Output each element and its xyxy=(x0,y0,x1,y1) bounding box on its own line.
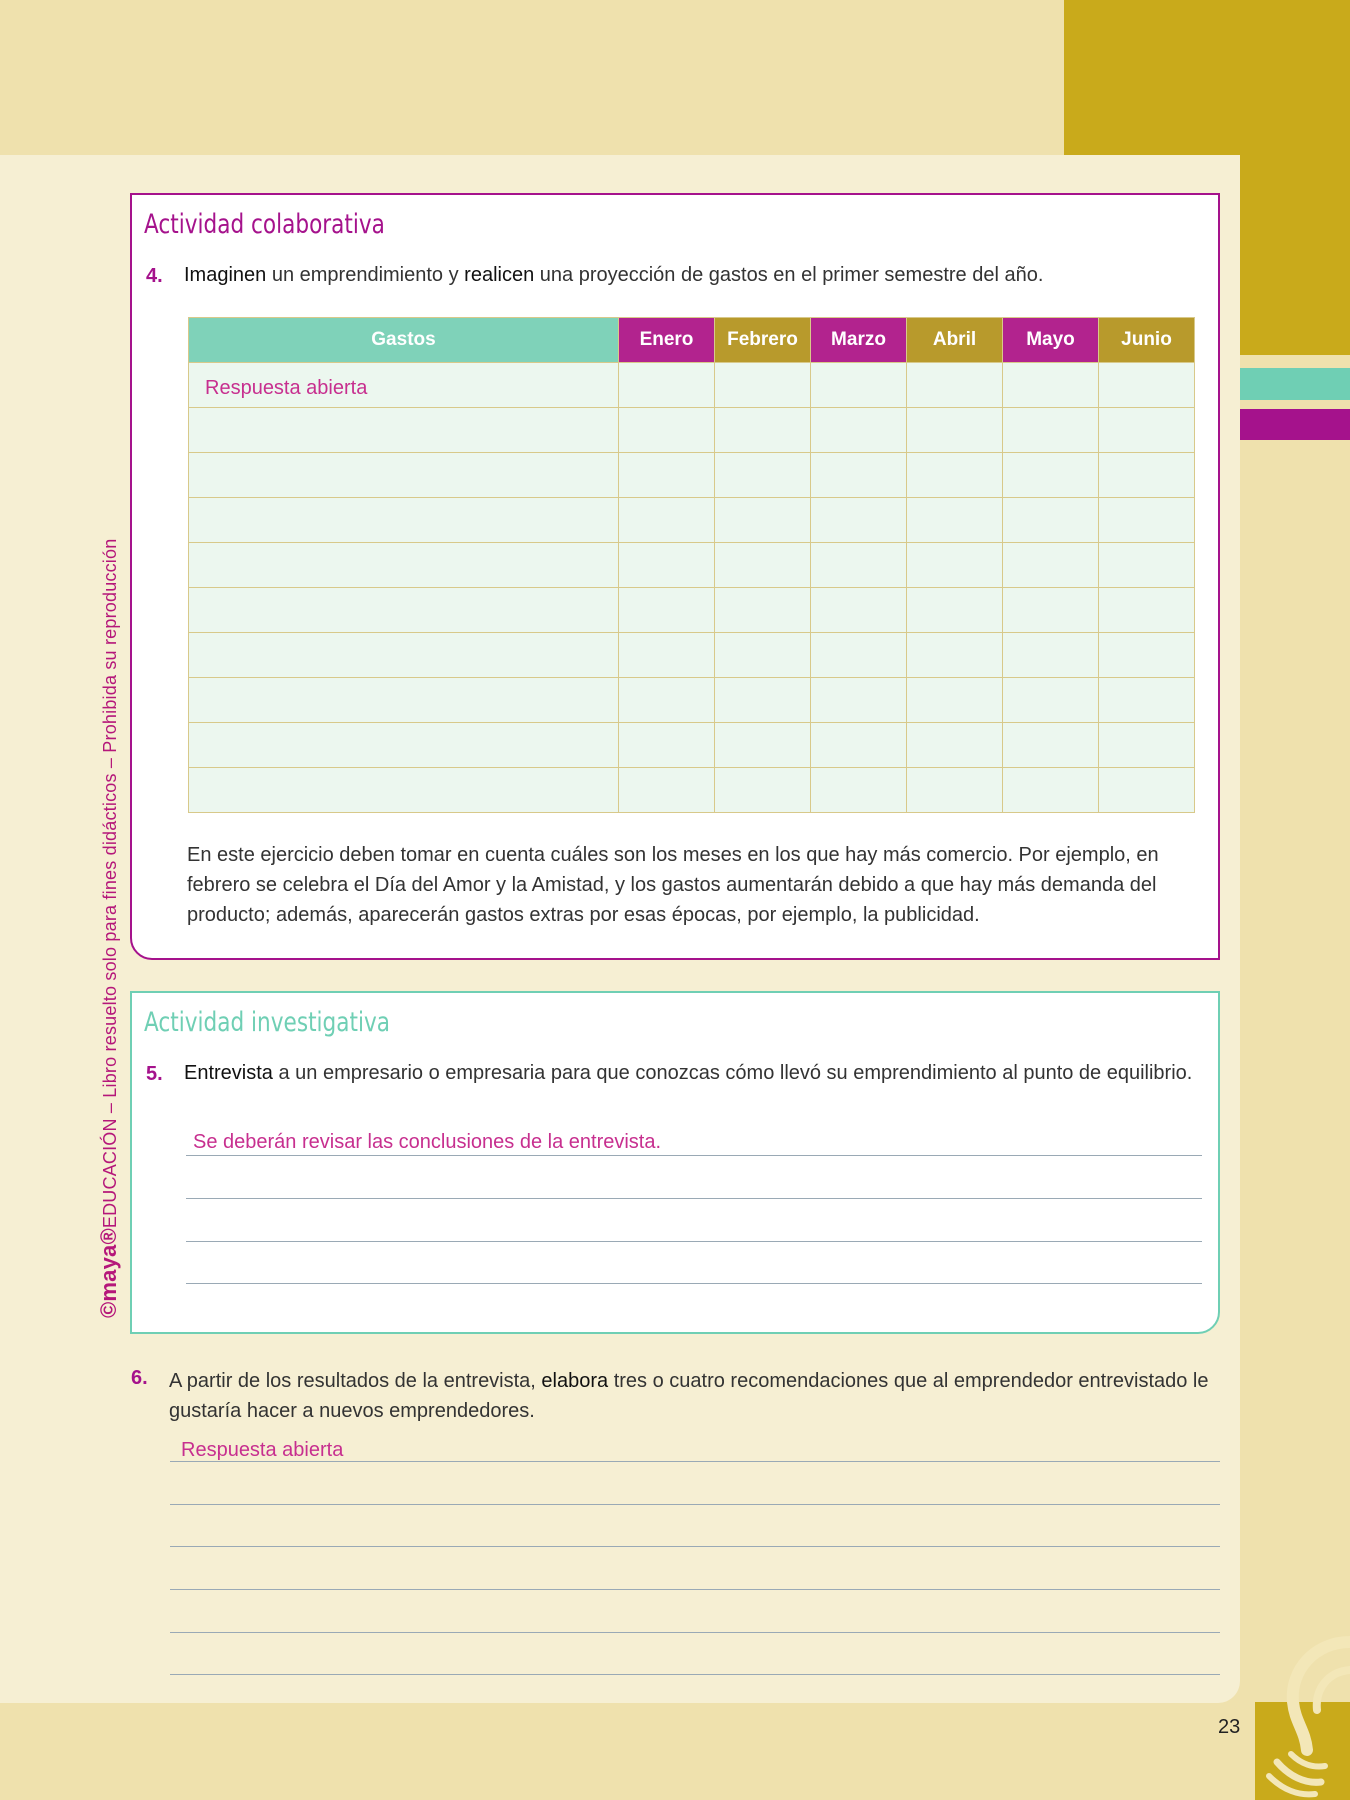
side-tab-magenta xyxy=(1240,409,1350,440)
table-cell[interactable] xyxy=(1003,588,1099,633)
table-row xyxy=(189,768,1195,813)
table-cell[interactable] xyxy=(1099,498,1195,543)
table-cell[interactable] xyxy=(619,363,715,408)
table-cell[interactable] xyxy=(1099,723,1195,768)
table-cell[interactable] xyxy=(1003,363,1099,408)
table-cell[interactable] xyxy=(189,408,619,453)
table-cell[interactable] xyxy=(189,768,619,813)
table-cell[interactable] xyxy=(811,363,907,408)
table-cell[interactable] xyxy=(1099,363,1195,408)
table-cell[interactable] xyxy=(715,543,811,588)
table-row xyxy=(189,363,1195,408)
table-cell[interactable] xyxy=(619,633,715,678)
answer-line[interactable] xyxy=(170,1461,1220,1462)
answer-line[interactable] xyxy=(170,1546,1220,1547)
answer-line[interactable] xyxy=(186,1241,1202,1242)
table-cell[interactable] xyxy=(907,768,1003,813)
table-cell[interactable] xyxy=(1003,723,1099,768)
table-cell[interactable] xyxy=(1003,678,1099,723)
table-cell[interactable] xyxy=(189,453,619,498)
question-4-number: 4. xyxy=(146,265,163,287)
collaborative-activity-box xyxy=(130,193,1220,960)
table-cell[interactable] xyxy=(907,678,1003,723)
table-row xyxy=(189,408,1195,453)
table-cell[interactable] xyxy=(189,588,619,633)
table-cell[interactable] xyxy=(1003,633,1099,678)
table-cell[interactable] xyxy=(811,768,907,813)
table-row xyxy=(189,453,1195,498)
table-cell[interactable] xyxy=(907,363,1003,408)
table-cell[interactable] xyxy=(1099,408,1195,453)
table-cell[interactable] xyxy=(189,723,619,768)
table-cell[interactable] xyxy=(619,723,715,768)
question-6-text: A partir de los resultados de la entrevista, elabora tres o cuatro recomendaciones que al emprendedor entrevistado le gustaría hacer a nuevos emprendedores. xyxy=(169,1370,1209,1422)
table-cell[interactable] xyxy=(907,723,1003,768)
table-cell[interactable] xyxy=(619,543,715,588)
answer-line[interactable] xyxy=(186,1198,1202,1199)
col-header-enero: Enero xyxy=(619,318,715,363)
question-5-answer: Se deberán revisar las conclusiones de la entrevista. xyxy=(193,1131,662,1153)
research-activity-box xyxy=(130,991,1220,1334)
answer-line[interactable] xyxy=(170,1632,1220,1633)
table-cell[interactable] xyxy=(715,363,811,408)
table-cell[interactable] xyxy=(907,408,1003,453)
table-cell[interactable] xyxy=(811,723,907,768)
table-cell[interactable] xyxy=(1099,768,1195,813)
question-4-text: Imaginen un emprendimiento y realicen una proyección de gastos en el primer semestre del año. xyxy=(184,264,1044,286)
answer-line[interactable] xyxy=(186,1155,1202,1156)
publisher-brand: ©maya® xyxy=(96,1228,121,1318)
col-header-marzo: Marzo xyxy=(811,318,907,363)
table-cell[interactable] xyxy=(1099,588,1195,633)
question-6-answer: Respuesta abierta xyxy=(181,1439,344,1461)
table-cell[interactable] xyxy=(189,678,619,723)
table-cell[interactable] xyxy=(1099,543,1195,588)
table-cell[interactable] xyxy=(619,408,715,453)
table-cell[interactable] xyxy=(619,453,715,498)
table-cell[interactable] xyxy=(189,633,619,678)
table-cell[interactable] xyxy=(811,453,907,498)
table-cell[interactable] xyxy=(811,498,907,543)
table-row xyxy=(189,723,1195,768)
table-cell[interactable] xyxy=(715,453,811,498)
collaborative-activity-title: Actividad colaborativa xyxy=(144,209,385,240)
table-cell[interactable] xyxy=(811,543,907,588)
table-cell[interactable] xyxy=(811,633,907,678)
question-6-number: 6. xyxy=(131,1367,148,1389)
page-number: 23 xyxy=(1218,1716,1241,1738)
table-cell[interactable] xyxy=(189,498,619,543)
table-cell[interactable] xyxy=(715,723,811,768)
table-cell[interactable] xyxy=(619,588,715,633)
copyright-text: EDUCACIÓN – Libro resuelto solo para fines didácticos – Prohibida su reproducción xyxy=(100,538,120,1229)
table-cell[interactable] xyxy=(619,678,715,723)
explanation-paragraph: En este ejercicio deben tomar en cuenta cuáles son los meses en los que hay más comercio. Por ejemplo, en febrero se celebra el Día del Amor y la Amistad, y los gastos aumentarán debido a que hay más demanda del producto; además, aparecerán gastos extras por esas épocas, por ejemplo, la publicidad. xyxy=(187,844,1159,926)
col-header-gastos: Gastos xyxy=(189,318,619,363)
table-row xyxy=(189,498,1195,543)
table-cell[interactable] xyxy=(1003,453,1099,498)
copyright-sidebar xyxy=(96,498,122,1318)
answer-line[interactable] xyxy=(170,1674,1220,1675)
answer-text: Respuesta abierta xyxy=(205,377,368,399)
col-header-abril: Abril xyxy=(907,318,1003,363)
table-cell[interactable] xyxy=(715,588,811,633)
table-cell[interactable] xyxy=(907,543,1003,588)
question-5-text: Entrevista a un empresario o empresaria para que conozcas cómo llevó su emprendimiento al punto de equilibrio. xyxy=(184,1062,1193,1084)
table-cell[interactable] xyxy=(715,678,811,723)
col-header-mayo: Mayo xyxy=(1003,318,1099,363)
table-cell[interactable] xyxy=(907,588,1003,633)
lightbulb-icon xyxy=(1255,1630,1350,1800)
table-cell[interactable] xyxy=(811,588,907,633)
table-row xyxy=(189,588,1195,633)
col-header-junio: Junio xyxy=(1099,318,1195,363)
table-row xyxy=(189,678,1195,723)
table-cell[interactable] xyxy=(189,363,619,408)
table-cell[interactable] xyxy=(1003,543,1099,588)
table-cell[interactable] xyxy=(811,678,907,723)
table-row xyxy=(189,633,1195,678)
table-cell[interactable] xyxy=(811,408,907,453)
table-cell[interactable] xyxy=(619,768,715,813)
table-cell[interactable] xyxy=(1099,678,1195,723)
table-cell[interactable] xyxy=(715,498,811,543)
table-cell[interactable] xyxy=(1099,453,1195,498)
research-activity-title: Actividad investigativa xyxy=(144,1007,390,1038)
col-header-febrero: Febrero xyxy=(715,318,811,363)
table-cell[interactable] xyxy=(1003,408,1099,453)
table-cell[interactable] xyxy=(1003,498,1099,543)
table-cell[interactable] xyxy=(1099,633,1195,678)
table-cell[interactable] xyxy=(715,408,811,453)
answer-line[interactable] xyxy=(170,1589,1220,1590)
expense-projection-table xyxy=(188,317,1195,813)
table-cell[interactable] xyxy=(1003,768,1099,813)
table-cell[interactable] xyxy=(907,498,1003,543)
table-cell[interactable] xyxy=(619,498,715,543)
answer-line[interactable] xyxy=(186,1283,1202,1284)
side-tab-teal xyxy=(1240,368,1350,400)
table-cell[interactable] xyxy=(189,543,619,588)
table-cell[interactable] xyxy=(715,633,811,678)
table-cell[interactable] xyxy=(907,633,1003,678)
question-5-number: 5. xyxy=(146,1063,163,1085)
answer-line[interactable] xyxy=(170,1504,1220,1505)
table-cell[interactable] xyxy=(715,768,811,813)
table-row xyxy=(189,543,1195,588)
table-cell[interactable] xyxy=(907,453,1003,498)
table-header-row xyxy=(189,318,1195,363)
